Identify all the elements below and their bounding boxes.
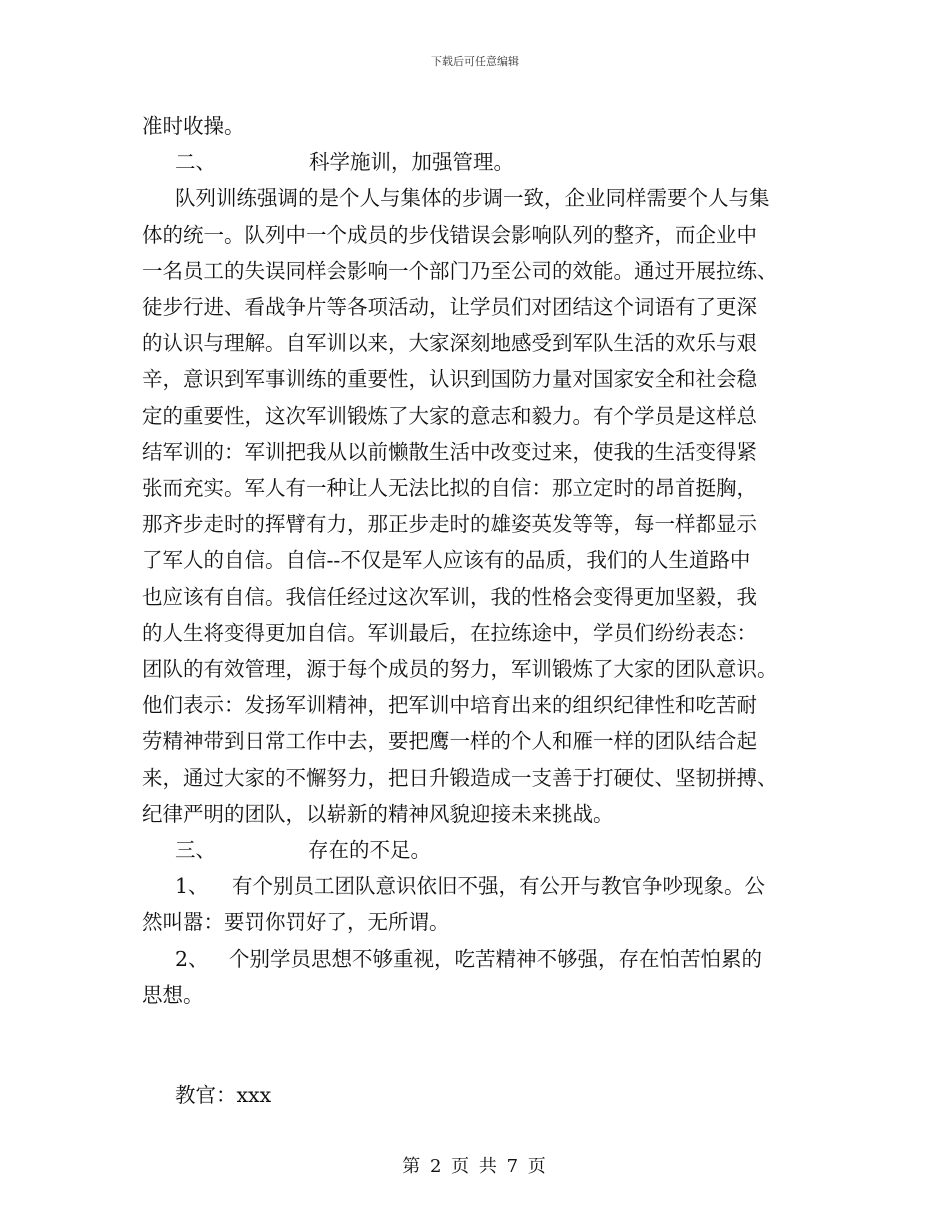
text-line: 张而充实。军人有一种让人无法比拟的自信：那立定时的昂首挺胸， xyxy=(142,476,757,501)
list-item xyxy=(142,868,814,904)
text-line: 来，通过大家的不懈努力，把日升锻造成一支善于打硬仗、坚韧拼搏、 xyxy=(142,765,778,790)
text-line: 那齐步走时的挥臂有力，那正步走时的雄姿英发等等，每一样都显示 xyxy=(142,512,757,537)
text-line: 纪律严明的团队，以崭新的精神风貌迎接未来挑战。 xyxy=(142,801,614,826)
item-number: 1、 xyxy=(175,874,209,899)
text-line: 体的统一。队列中一个成员的步伐错误会影响队列的整齐，而企业中 xyxy=(142,222,757,247)
text-line: 了军人的自信。自信--不仅是军人应该有的品质，我们的人生道路中 xyxy=(142,548,751,573)
text-line: 劳精神带到日常工作中去，要把鹰一样的个人和雁一样的团队结合起 xyxy=(142,729,757,754)
section-title: 科学施训，加强管理。 xyxy=(309,150,514,175)
text-line: 团队的有效管理，源于每个成员的努力，军训锻炼了大家的团队意识。 xyxy=(142,657,778,682)
page-number: 第 2 页 共 7 页 xyxy=(402,1156,548,1177)
text-line: 的认识与理解。自军训以来，大家深刻地感受到军队生活的欢乐与艰 xyxy=(142,331,757,356)
document-body xyxy=(142,108,814,1013)
list-item xyxy=(142,941,814,977)
text-line: 然叫嚣：要罚你罚好了，无所谓。 xyxy=(142,910,450,935)
text-line: 准时收操。 xyxy=(142,114,245,138)
text-line: 思想。 xyxy=(142,982,204,1007)
text-line: 的人生将变得更加自信。军训最后，在拉练途中，学员们纷纷表态： xyxy=(142,620,757,645)
section-number: 三、 xyxy=(175,838,216,863)
text-line: 结军训的：军训把我从以前懒散生活中改变过来，使我的生活变得紧 xyxy=(142,439,757,464)
section-title: 存在的不足。 xyxy=(308,838,431,863)
section-number: 二、 xyxy=(175,150,216,175)
instructor-signature: 教官：xxx xyxy=(175,1083,272,1107)
text-line: 徒步行进、看战争片等各项活动，让学员们对团结这个词语有了更深 xyxy=(142,295,757,320)
section-heading xyxy=(142,832,814,868)
text-line: 辛，意识到军事训练的重要性，认识到国防力量对国家安全和社会稳 xyxy=(142,367,757,392)
text-line: 也应该有自信。我信任经过这次军训，我的性格会变得更加坚毅，我 xyxy=(142,584,757,609)
text-line: 队列训练强调的是个人与集体的步调一致，企业同样需要个人与集 xyxy=(175,186,770,211)
text-line: 定的重要性，这次军训锻炼了大家的意志和毅力。有个学员是这样总 xyxy=(142,403,757,428)
text-line: 他们表示：发扬军训精神，把军训中培育出来的组织纪律性和吃苦耐 xyxy=(142,693,757,718)
item-text: 个别学员思想不够重视，吃苦精神不够强，存在怕苦怕累的 xyxy=(229,946,762,971)
text-line: 一名员工的失误同样会影响一个部门乃至公司的效能。通过开展拉练、 xyxy=(142,258,778,283)
header-note: 下载后可任意编辑 xyxy=(431,55,519,68)
item-number: 2、 xyxy=(175,946,209,971)
section-heading xyxy=(142,144,814,180)
item-text: 有个别员工团队意识依旧不强，有公开与教官争吵现象。公 xyxy=(232,874,765,899)
